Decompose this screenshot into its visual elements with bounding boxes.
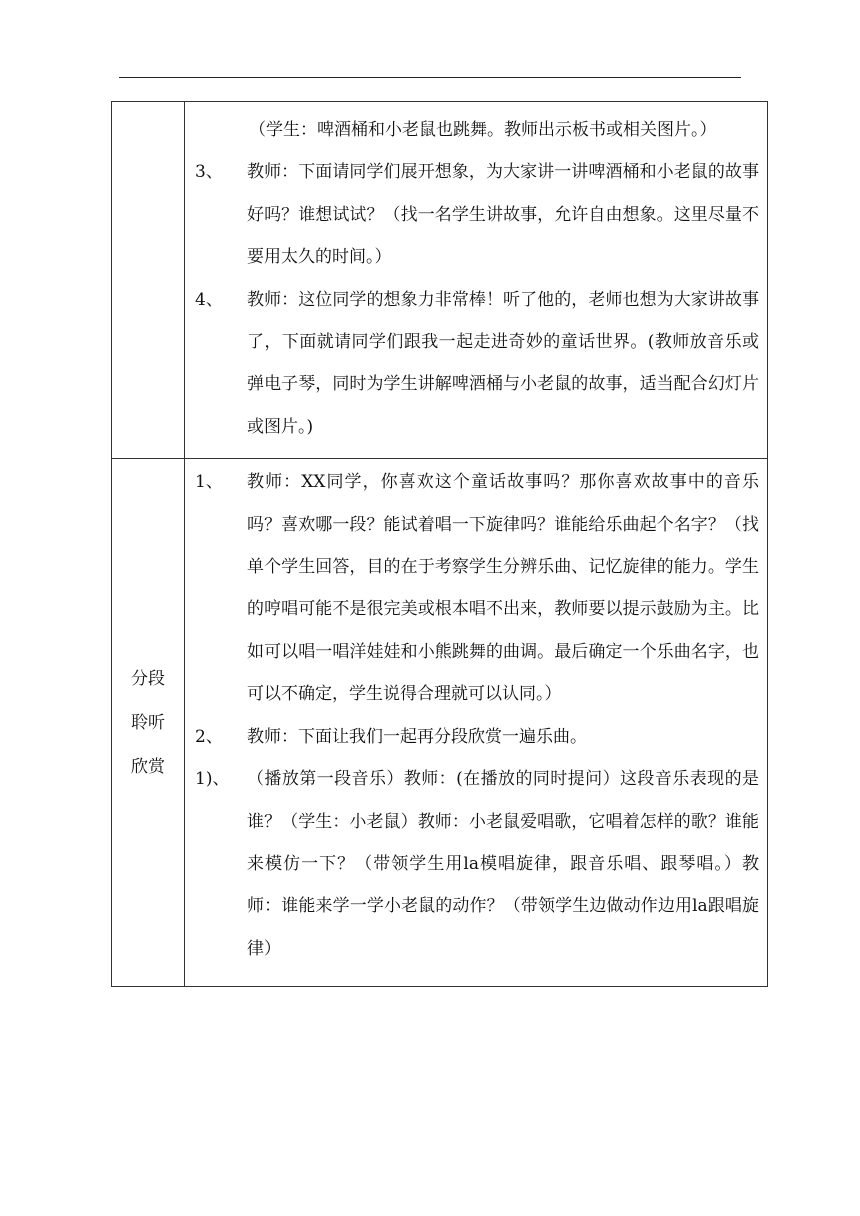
- item-text: 教师：XX同学，你喜欢这个童话故事吗？那你喜欢故事中的音乐吗？喜欢哪一段？能试着唱一下旋律吗？谁能给乐曲起个名字？（找单个学生回答，目的在于考察学生分辨乐曲、记忆旋律的能力。学生的哼唱可能不是很完美或根本唱不出来，教师要以提示鼓励为主。比如可以唱一唱洋娃娃和小熊跳舞的曲调。最后确定一个乐曲名字，也可以不确定，学生说得合理就可以认同。）: [247, 472, 759, 705]
- section-label-line: 聆听: [131, 712, 165, 733]
- section-label-cell-empty: [112, 102, 185, 459]
- item-text: （播放第一段音乐）教师：(在播放的同时提问）这段音乐表现的是谁？（学生：小老鼠）教师：小老鼠爱唱歌，它唱着怎样的歌？谁能来模仿一下？（带领学生用la模唱旋律，跟音乐唱、跟琴唱。）教师：谁能来学一学小老鼠的动作？（带领学生边做动作边用la跟唱旋律）: [247, 769, 759, 959]
- item-text: 教师：这位同学的想象力非常棒！听了他的，老师也想为大家讲故事了，下面就请同学们跟我一起走进奇妙的童话世界。(教师放音乐或弹电子琴，同时为学生讲解啤酒桶与小老鼠的故事，适当配合幻灯片或图片。): [247, 289, 759, 437]
- header-rule: [119, 77, 741, 78]
- item-text: 教师：下面请同学们展开想象，为大家讲一讲啤酒桶和小老鼠的故事好吗？谁想试试？（找一名学生讲故事，允许自由想象。这里尽量不要用太久的时间。）: [247, 162, 759, 268]
- section-label-line: 欣赏: [131, 756, 165, 777]
- item-number: 4、: [195, 289, 223, 310]
- item-number: 3、: [195, 162, 223, 183]
- table-row: [112, 102, 768, 459]
- item-text: （学生：啤酒桶和小老鼠也跳舞。教师出示板书或相关图片。）: [249, 120, 717, 140]
- item-number: 2、: [195, 726, 223, 747]
- lesson-plan-table: [111, 101, 768, 987]
- list-item: [193, 716, 759, 758]
- section-content-cell: [185, 459, 768, 987]
- list-item: [193, 758, 759, 970]
- item-text: 教师：下面让我们一起再分段欣赏一遍乐曲。: [247, 726, 587, 747]
- item-number: 1)、: [195, 769, 230, 790]
- list-item: [193, 151, 759, 278]
- section-content-cell: [185, 102, 768, 459]
- section-label-line: 分段: [131, 668, 165, 689]
- section-label-cell: [112, 459, 185, 987]
- list-item: [193, 279, 759, 449]
- list-item: [193, 109, 759, 151]
- table-row: [112, 459, 768, 987]
- list-item: [193, 461, 759, 715]
- item-number: 1、: [195, 472, 223, 493]
